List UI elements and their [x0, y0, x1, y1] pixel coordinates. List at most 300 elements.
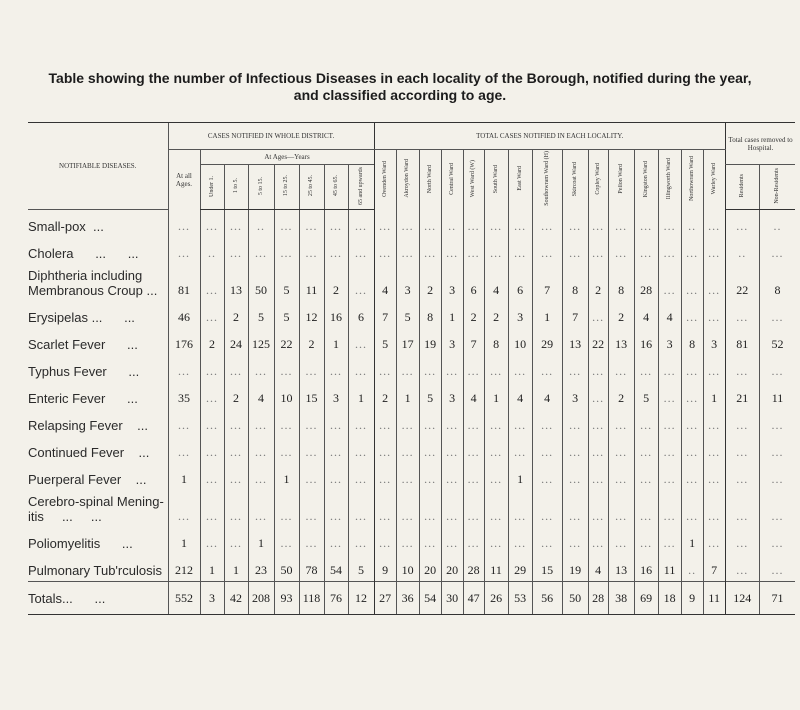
table-cell: 11	[299, 264, 324, 301]
table-cell: 3	[396, 264, 419, 301]
table-cell: ...	[608, 436, 634, 463]
table-cell: 4	[508, 382, 532, 409]
table-cell: ...	[508, 355, 532, 382]
table-cell: 5	[348, 554, 374, 582]
table-cell: ...	[463, 409, 484, 436]
table-cell: ...	[484, 237, 508, 264]
table-cell: ...	[324, 210, 348, 238]
table-cell: 19	[562, 554, 588, 582]
table-cell: ...	[200, 436, 224, 463]
table-cell: 2	[374, 382, 396, 409]
table-cell: ...	[463, 355, 484, 382]
disease-name: Cholera ... ...	[28, 246, 139, 261]
table-cell: 1	[248, 527, 274, 554]
table-cell: ...	[658, 210, 681, 238]
table-cell: ...	[441, 355, 463, 382]
table-cell: ...	[419, 409, 441, 436]
table-cell: 1	[484, 382, 508, 409]
table-cell: ...	[200, 264, 224, 301]
table-cell: ...	[224, 409, 248, 436]
table-cell: 2	[224, 382, 248, 409]
table-cell: 2	[588, 264, 608, 301]
table-cell: ..	[725, 237, 759, 264]
table-cell: 26	[484, 582, 508, 615]
table-cell: 17	[396, 328, 419, 355]
table-title-line-2: and classified according to age.	[293, 87, 507, 103]
table-cell: ...	[759, 355, 795, 382]
table-cell: ...	[248, 355, 274, 382]
table-title-line-1: Table showing the number of Infectious Diseases in each locality of the Borough, notified during the year,	[48, 70, 752, 86]
table-cell: 3	[703, 328, 725, 355]
ward-header: Pellon Ward	[608, 150, 634, 210]
table-cell: ...	[299, 210, 324, 238]
table-cell: ...	[224, 527, 248, 554]
table-cell: ...	[441, 409, 463, 436]
table-cell: ...	[658, 237, 681, 264]
table-cell: ...	[441, 436, 463, 463]
table-cell: ...	[224, 463, 248, 490]
table-cell: ...	[588, 301, 608, 328]
table-cell: ...	[725, 210, 759, 238]
totals-label: Totals... ...	[28, 582, 168, 615]
table-cell: 76	[324, 582, 348, 615]
table-cell: 28	[463, 554, 484, 582]
table-cell: 4	[658, 301, 681, 328]
table-cell: ...	[608, 490, 634, 527]
table-cell: 69	[634, 582, 658, 615]
table-cell: 4	[484, 264, 508, 301]
table-cell: ...	[658, 527, 681, 554]
table-cell: 4	[588, 554, 608, 582]
table-cell: 1	[224, 554, 248, 582]
disease-name: Poliomyelitis ...	[28, 536, 133, 551]
table-cell: 7	[532, 264, 562, 301]
table-cell: 15	[299, 382, 324, 409]
table-cell: ...	[725, 527, 759, 554]
disease-name: Small-pox ...	[28, 219, 104, 234]
table-cell: 53	[508, 582, 532, 615]
table-cell: 208	[248, 582, 274, 615]
table-cell: 1	[324, 328, 348, 355]
table-cell: 5	[274, 264, 299, 301]
table-cell: ..	[759, 210, 795, 238]
table-cell: ...	[658, 463, 681, 490]
table-cell: ...	[248, 237, 274, 264]
table-row	[28, 409, 795, 436]
table-cell: 5	[419, 382, 441, 409]
table-cell: ...	[562, 527, 588, 554]
table-cell: 5	[374, 328, 396, 355]
table-cell: 81	[168, 264, 200, 301]
table-cell: ...	[463, 237, 484, 264]
disease-name: Cerebro-spinal Mening- itis ... ...	[28, 494, 164, 524]
table-cell: ...	[168, 436, 200, 463]
table-cell: ...	[324, 237, 348, 264]
table-cell: 2	[608, 382, 634, 409]
table-cell: 7	[703, 554, 725, 582]
table-cell: ...	[532, 210, 562, 238]
ward-header: Kingston Ward	[634, 150, 658, 210]
table-cell: ...	[588, 210, 608, 238]
table-cell: ...	[681, 409, 703, 436]
table-cell: 4	[374, 264, 396, 301]
table-cell: ...	[634, 436, 658, 463]
residents-header: Residents	[725, 165, 759, 210]
table-cell: ...	[299, 355, 324, 382]
table-cell: 6	[348, 301, 374, 328]
table-cell: ...	[681, 490, 703, 527]
table-cell: ...	[681, 382, 703, 409]
table-cell: ...	[299, 527, 324, 554]
table-cell: ...	[703, 301, 725, 328]
table-cell: ...	[759, 301, 795, 328]
table-cell: ...	[168, 355, 200, 382]
totals-row	[28, 582, 795, 615]
table-cell: ...	[324, 463, 348, 490]
table-cell: ...	[634, 409, 658, 436]
table-cell: 13	[608, 328, 634, 355]
table-cell: ...	[374, 355, 396, 382]
table-cell: 12	[348, 582, 374, 615]
table-cell: ...	[274, 409, 299, 436]
table-cell: ...	[703, 264, 725, 301]
table-cell: ...	[248, 409, 274, 436]
table-cell: 16	[634, 554, 658, 582]
table-cell: ...	[348, 436, 374, 463]
table-cell: 29	[508, 554, 532, 582]
table-cell: ...	[608, 237, 634, 264]
table-cell: ...	[508, 210, 532, 238]
table-row	[28, 237, 795, 264]
table-cell: ...	[588, 355, 608, 382]
table-cell: ...	[562, 463, 588, 490]
table-cell: ...	[274, 355, 299, 382]
ward-header: Illingworth Ward	[658, 150, 681, 210]
table-cell: ...	[634, 355, 658, 382]
table-row	[28, 527, 795, 554]
table-cell: ...	[634, 527, 658, 554]
table-cell: ...	[419, 463, 441, 490]
table-cell: ...	[588, 436, 608, 463]
ward-header: Warley Ward	[703, 150, 725, 210]
table-cell: 2	[324, 264, 348, 301]
table-cell: 23	[248, 554, 274, 582]
table-cell: ...	[224, 490, 248, 527]
table-cell: 46	[168, 301, 200, 328]
table-cell: ...	[168, 409, 200, 436]
table-cell: ...	[396, 527, 419, 554]
table-cell: ...	[299, 237, 324, 264]
infectious-diseases-table	[28, 122, 795, 615]
table-cell: 81	[725, 328, 759, 355]
hospital-header: Total cases removed to Hospital.	[725, 123, 795, 165]
table-cell: ...	[441, 527, 463, 554]
table-cell: 78	[299, 554, 324, 582]
table-cell: 22	[725, 264, 759, 301]
table-cell: ...	[419, 436, 441, 463]
table-cell: ...	[168, 490, 200, 527]
table-cell: ...	[759, 527, 795, 554]
table-cell: 176	[168, 328, 200, 355]
table-cell: 93	[274, 582, 299, 615]
table-cell: ...	[324, 527, 348, 554]
table-cell: 8	[419, 301, 441, 328]
table-cell: ..	[681, 554, 703, 582]
table-cell: ...	[248, 490, 274, 527]
table-cell: ...	[299, 436, 324, 463]
table-cell: ...	[168, 237, 200, 264]
table-cell: ...	[681, 237, 703, 264]
table-cell: 10	[396, 554, 419, 582]
table-cell: 1	[274, 463, 299, 490]
table-cell: 47	[463, 582, 484, 615]
table-cell: ...	[348, 355, 374, 382]
disease-name: Enteric Fever ...	[28, 391, 138, 406]
table-cell: ...	[484, 436, 508, 463]
table-cell: ...	[759, 409, 795, 436]
table-cell: 2	[484, 301, 508, 328]
table-cell: ...	[348, 527, 374, 554]
table-cell: 13	[562, 328, 588, 355]
ward-header: North Ward	[419, 150, 441, 210]
table-cell: 11	[484, 554, 508, 582]
age-group-header: 1 to 5.	[224, 165, 248, 210]
table-cell: ...	[658, 382, 681, 409]
table-cell: ...	[348, 463, 374, 490]
table-cell: 2	[608, 301, 634, 328]
table-cell: 42	[224, 582, 248, 615]
table-cell: 52	[759, 328, 795, 355]
diseases-column-header: NOTIFIABLE DISEASES.	[28, 123, 168, 210]
table-cell: ...	[681, 463, 703, 490]
table-cell: ...	[324, 490, 348, 527]
table-cell: 7	[463, 328, 484, 355]
table-cell: ...	[396, 355, 419, 382]
table-cell: 6	[463, 264, 484, 301]
table-cell: ...	[508, 490, 532, 527]
table-cell: ...	[463, 210, 484, 238]
table-cell: 18	[658, 582, 681, 615]
disease-name: Diphtheria including Membranous Croup ...	[28, 268, 158, 298]
table-cell: ...	[608, 210, 634, 238]
table-title	[0, 70, 800, 104]
table-cell: ...	[200, 210, 224, 238]
table-cell: 212	[168, 554, 200, 582]
table-cell: ...	[396, 237, 419, 264]
non-residents-header: Non-Residents	[759, 165, 795, 210]
table-cell: 5	[396, 301, 419, 328]
table-cell: 35	[168, 382, 200, 409]
table-cell: ...	[484, 527, 508, 554]
table-cell: ...	[532, 463, 562, 490]
table-cell: 27	[374, 582, 396, 615]
table-cell: ...	[274, 490, 299, 527]
table-cell: ...	[396, 490, 419, 527]
whole-district-header: CASES NOTIFIED IN WHOLE DISTRICT.	[168, 123, 374, 150]
table-cell: ..	[248, 210, 274, 238]
table-cell: ...	[348, 328, 374, 355]
table-cell: 56	[532, 582, 562, 615]
table-row	[28, 554, 795, 582]
table-cell: ...	[658, 355, 681, 382]
table-cell: ...	[759, 490, 795, 527]
table-cell: ...	[508, 237, 532, 264]
table-cell: 3	[441, 382, 463, 409]
table-cell: ...	[759, 554, 795, 582]
table-cell: 29	[532, 328, 562, 355]
table-cell: 20	[419, 554, 441, 582]
table-cell: ...	[224, 436, 248, 463]
table-cell: ...	[532, 527, 562, 554]
table-cell: 125	[248, 328, 274, 355]
table-cell: ...	[324, 409, 348, 436]
table-cell: 10	[274, 382, 299, 409]
table-cell: 12	[299, 301, 324, 328]
table-cell: 8	[562, 264, 588, 301]
table-cell: 24	[224, 328, 248, 355]
age-group-header: 15 to 25.	[274, 165, 299, 210]
table-cell: ...	[532, 490, 562, 527]
table-cell: 8	[681, 328, 703, 355]
table-cell: ...	[658, 409, 681, 436]
table-cell: ...	[634, 237, 658, 264]
table-cell: ...	[484, 210, 508, 238]
table-cell: ...	[703, 436, 725, 463]
table-cell: 1	[168, 527, 200, 554]
table-cell: 21	[725, 382, 759, 409]
table-cell: ...	[532, 237, 562, 264]
disease-name: Pulmonary Tub'rculosis	[28, 563, 162, 578]
table-cell: ...	[200, 382, 224, 409]
table-cell: ...	[200, 409, 224, 436]
table-cell: ...	[274, 527, 299, 554]
table-cell: ...	[200, 463, 224, 490]
table-cell: 16	[634, 328, 658, 355]
table-cell: 54	[324, 554, 348, 582]
table-cell: ...	[419, 490, 441, 527]
table-cell: ...	[725, 409, 759, 436]
table-cell: 1	[532, 301, 562, 328]
table-cell: ...	[419, 237, 441, 264]
age-group-header: 65 and upwards	[348, 165, 374, 210]
disease-name: Erysipelas ... ...	[28, 310, 135, 325]
table-cell: ...	[634, 490, 658, 527]
table-cell: 2	[224, 301, 248, 328]
table-cell: ...	[658, 264, 681, 301]
table-cell: ...	[274, 237, 299, 264]
table-cell: ...	[508, 527, 532, 554]
table-cell: ...	[299, 463, 324, 490]
table-cell: ...	[588, 382, 608, 409]
ward-header: Copley Ward	[588, 150, 608, 210]
table-cell: 1	[703, 382, 725, 409]
table-cell: 1	[168, 463, 200, 490]
table-cell: ..	[200, 237, 224, 264]
table-cell: ...	[324, 436, 348, 463]
table-cell: ...	[463, 436, 484, 463]
ward-header: Southowram Ward (H)	[532, 150, 562, 210]
table-cell: ...	[725, 436, 759, 463]
table-cell: ...	[396, 409, 419, 436]
table-cell: 71	[759, 582, 795, 615]
table-cell: ...	[200, 527, 224, 554]
table-cell: ...	[168, 210, 200, 238]
table-cell: ...	[224, 355, 248, 382]
table-cell: ...	[562, 409, 588, 436]
table-cell: 28	[588, 582, 608, 615]
table-cell: ...	[634, 210, 658, 238]
table-cell: ...	[759, 436, 795, 463]
table-cell: 22	[274, 328, 299, 355]
at-ages-header: At Ages—Years	[200, 150, 374, 165]
disease-name: Typhus Fever ...	[28, 364, 140, 379]
table-cell: 3	[658, 328, 681, 355]
ward-header: Skircoat Ward	[562, 150, 588, 210]
table-cell: ...	[608, 409, 634, 436]
table-cell: 28	[634, 264, 658, 301]
table-cell: 20	[441, 554, 463, 582]
table-row	[28, 463, 795, 490]
table-cell: ...	[348, 409, 374, 436]
table-cell: ...	[348, 490, 374, 527]
table-cell: ...	[274, 436, 299, 463]
table-cell: ...	[532, 355, 562, 382]
table-cell: 22	[588, 328, 608, 355]
table-cell: ...	[703, 355, 725, 382]
table-cell: ...	[725, 355, 759, 382]
table-cell: 50	[274, 554, 299, 582]
table-cell: ...	[588, 237, 608, 264]
table-cell: ...	[419, 210, 441, 238]
table-body	[28, 210, 795, 615]
table-cell: 124	[725, 582, 759, 615]
table-cell: ...	[348, 210, 374, 238]
table-cell: 16	[324, 301, 348, 328]
table-cell: ...	[658, 490, 681, 527]
disease-name: Relapsing Fever ...	[28, 418, 148, 433]
table-cell: ...	[562, 355, 588, 382]
table-cell: ...	[588, 527, 608, 554]
table-cell: ...	[608, 355, 634, 382]
table-cell: 2	[200, 328, 224, 355]
table-cell: ...	[484, 355, 508, 382]
table-cell: 30	[441, 582, 463, 615]
table-cell: ...	[484, 463, 508, 490]
table-cell: 4	[532, 382, 562, 409]
table-cell: 2	[419, 264, 441, 301]
ward-header: Ovenden Ward	[374, 150, 396, 210]
age-group-header: 45 to 65.	[324, 165, 348, 210]
table-cell: 552	[168, 582, 200, 615]
table-cell: ...	[759, 237, 795, 264]
table-cell: ...	[200, 301, 224, 328]
table-cell: ...	[703, 463, 725, 490]
table-cell: 3	[200, 582, 224, 615]
table-cell: ...	[200, 490, 224, 527]
table-cell: ...	[396, 436, 419, 463]
table-cell: 54	[419, 582, 441, 615]
ward-header: East Ward	[508, 150, 532, 210]
table-cell: ...	[562, 210, 588, 238]
table-cell: ...	[274, 210, 299, 238]
table-cell: ..	[681, 210, 703, 238]
table-cell: ...	[562, 490, 588, 527]
table-cell: ...	[441, 463, 463, 490]
table-cell: ...	[681, 355, 703, 382]
table-cell: ...	[562, 436, 588, 463]
table-cell: ...	[248, 436, 274, 463]
table-cell: ...	[532, 436, 562, 463]
